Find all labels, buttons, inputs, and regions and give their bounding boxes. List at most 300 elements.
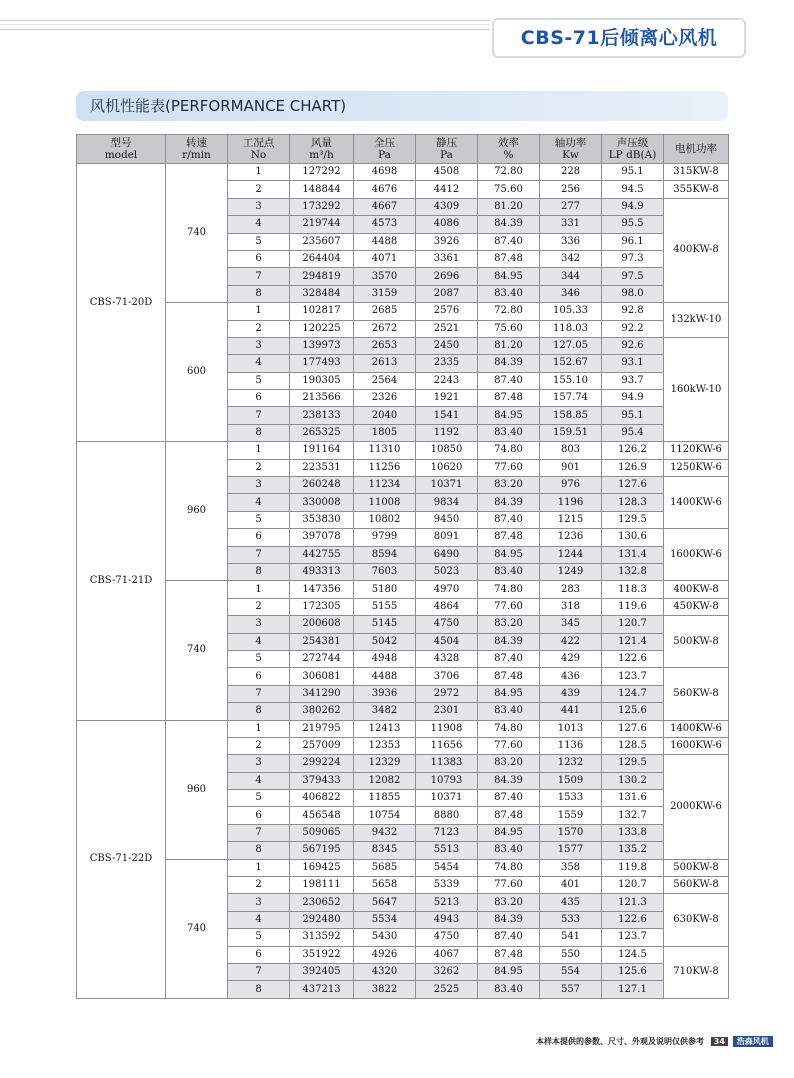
table-cell: 1570 xyxy=(540,824,602,841)
table-cell: 4750 xyxy=(416,616,478,633)
table-cell: 74.80 xyxy=(478,581,540,598)
table-cell: 4750 xyxy=(416,929,478,946)
table-cell: 4970 xyxy=(416,581,478,598)
table-cell: 95.4 xyxy=(602,424,664,441)
table-cell: 230652 xyxy=(290,894,354,911)
table-cell: 8594 xyxy=(354,546,416,563)
table-cell: 4504 xyxy=(416,633,478,650)
table-cell: 533 xyxy=(540,911,602,928)
table-cell: 3570 xyxy=(354,268,416,285)
table-cell: 6 xyxy=(228,946,290,963)
table-cell: 4 xyxy=(228,355,290,372)
table-cell: 5339 xyxy=(416,877,478,894)
table-cell: 84.39 xyxy=(478,355,540,372)
table-cell: 118.3 xyxy=(602,581,664,598)
table-cell: 358 xyxy=(540,859,602,876)
table-cell: 3361 xyxy=(416,250,478,267)
table-cell: 87.40 xyxy=(478,650,540,667)
column-header xyxy=(602,135,664,164)
brand-label: 浩森风机 xyxy=(733,1036,773,1047)
table-cell: 5430 xyxy=(354,929,416,946)
table-cell: 81.20 xyxy=(478,337,540,354)
table-cell: 3262 xyxy=(416,963,478,980)
column-header-unit: Pa xyxy=(378,149,391,161)
table-cell: 8880 xyxy=(416,807,478,824)
performance-table xyxy=(76,134,729,999)
table-cell: 3 xyxy=(228,198,290,215)
table-cell: 567195 xyxy=(290,842,354,859)
table-cell: 120225 xyxy=(290,320,354,337)
table-cell: 4 xyxy=(228,911,290,928)
table-cell: 10371 xyxy=(416,477,478,494)
table-cell: 84.39 xyxy=(478,216,540,233)
table-cell: 4086 xyxy=(416,216,478,233)
table-cell: 200608 xyxy=(290,616,354,633)
table-cell: 84.95 xyxy=(478,407,540,424)
table-cell: 2521 xyxy=(416,320,478,337)
column-header xyxy=(540,135,602,164)
table-cell: 83.40 xyxy=(478,285,540,302)
table-cell: 8 xyxy=(228,842,290,859)
table-row xyxy=(77,164,729,181)
table-cell: 87.48 xyxy=(478,529,540,546)
table-cell: 87.40 xyxy=(478,511,540,528)
column-header xyxy=(290,135,354,164)
table-cell: 7 xyxy=(228,407,290,424)
table-cell: 1196 xyxy=(540,494,602,511)
table-cell: 118.03 xyxy=(540,320,602,337)
table-cell: 130.6 xyxy=(602,529,664,546)
table-cell: 4573 xyxy=(354,216,416,233)
table-cell: 6490 xyxy=(416,546,478,563)
table-cell: 94.5 xyxy=(602,181,664,198)
table-cell: 4 xyxy=(228,494,290,511)
motor-power-cell: 630KW-8 xyxy=(664,894,729,946)
table-cell: 3936 xyxy=(354,685,416,702)
table-cell: 8 xyxy=(228,424,290,441)
table-cell: 9799 xyxy=(354,529,416,546)
table-cell: 120.7 xyxy=(602,616,664,633)
table-cell: 122.6 xyxy=(602,650,664,667)
table-cell: 96.1 xyxy=(602,233,664,250)
motor-power-cell: 560KW-8 xyxy=(664,877,729,894)
table-cell: 344 xyxy=(540,268,602,285)
table-cell: 87.40 xyxy=(478,233,540,250)
table-cell: 2 xyxy=(228,598,290,615)
table-cell: 5155 xyxy=(354,598,416,615)
header-rule xyxy=(0,20,490,30)
table-row xyxy=(77,859,729,876)
table-cell: 12413 xyxy=(354,720,416,737)
table-cell: 299224 xyxy=(290,755,354,772)
table-cell: 87.48 xyxy=(478,946,540,963)
table-cell: 177493 xyxy=(290,355,354,372)
table-cell: 272744 xyxy=(290,650,354,667)
table-cell: 6 xyxy=(228,807,290,824)
table-cell: 124.7 xyxy=(602,685,664,702)
table-cell: 283 xyxy=(540,581,602,598)
table-cell: 84.39 xyxy=(478,772,540,789)
column-header-title: 电机功率 xyxy=(675,143,717,155)
table-cell: 10754 xyxy=(354,807,416,824)
table-cell: 330008 xyxy=(290,494,354,511)
table-cell: 3 xyxy=(228,616,290,633)
table-cell: 6 xyxy=(228,529,290,546)
table-cell: 8 xyxy=(228,285,290,302)
column-header-unit: r/min xyxy=(182,149,211,161)
table-cell: 97.3 xyxy=(602,250,664,267)
table-cell: 442755 xyxy=(290,546,354,563)
table-cell: 5 xyxy=(228,372,290,389)
table-cell: 4412 xyxy=(416,181,478,198)
table-cell: 4309 xyxy=(416,198,478,215)
motor-power-cell: 1120KW-6 xyxy=(664,442,729,459)
table-cell: 87.40 xyxy=(478,790,540,807)
table-row xyxy=(77,720,729,737)
motor-power-cell: 710KW-8 xyxy=(664,946,729,998)
table-cell: 265325 xyxy=(290,424,354,441)
table-cell: 219744 xyxy=(290,216,354,233)
table-cell: 5685 xyxy=(354,859,416,876)
table-cell: 9834 xyxy=(416,494,478,511)
table-cell: 172305 xyxy=(290,598,354,615)
column-header-title: 工况点 xyxy=(242,137,275,149)
column-header-title: 转速 xyxy=(186,137,207,149)
table-cell: 379433 xyxy=(290,772,354,789)
table-cell: 219795 xyxy=(290,720,354,737)
column-header xyxy=(478,135,540,164)
table-cell: 158.85 xyxy=(540,407,602,424)
table-cell: 2 xyxy=(228,737,290,754)
column-header-title: 效率 xyxy=(498,137,519,149)
table-cell: 554 xyxy=(540,963,602,980)
table-cell: 10620 xyxy=(416,459,478,476)
table-cell: 3 xyxy=(228,894,290,911)
table-cell: 84.95 xyxy=(478,963,540,980)
table-cell: 437213 xyxy=(290,981,354,998)
table-cell: 5 xyxy=(228,511,290,528)
table-cell: 83.40 xyxy=(478,563,540,580)
table-cell: 1192 xyxy=(416,424,478,441)
column-header-title: 轴功率 xyxy=(554,137,587,149)
table-cell: 223531 xyxy=(290,459,354,476)
table-cell: 74.80 xyxy=(478,442,540,459)
table-cell: 4667 xyxy=(354,198,416,215)
table-cell: 2653 xyxy=(354,337,416,354)
table-cell: 126.9 xyxy=(602,459,664,476)
table-cell: 3 xyxy=(228,755,290,772)
table-cell: 8 xyxy=(228,703,290,720)
table-cell: 9432 xyxy=(354,824,416,841)
table-cell: 94.9 xyxy=(602,390,664,407)
table-cell: 2040 xyxy=(354,407,416,424)
table-cell: 5145 xyxy=(354,616,416,633)
column-header xyxy=(166,135,228,164)
motor-power-cell: 1600KW-6 xyxy=(664,529,729,581)
motor-power-cell: 160kW-10 xyxy=(664,337,729,441)
table-cell: 87.48 xyxy=(478,250,540,267)
table-cell: 4 xyxy=(228,216,290,233)
table-cell: 2450 xyxy=(416,337,478,354)
table-cell: 1244 xyxy=(540,546,602,563)
table-cell: 2243 xyxy=(416,372,478,389)
table-cell: 294819 xyxy=(290,268,354,285)
speed-cell: 600 xyxy=(166,303,228,442)
table-cell: 125.6 xyxy=(602,703,664,720)
table-cell: 11855 xyxy=(354,790,416,807)
table-cell: 173292 xyxy=(290,198,354,215)
table-cell: 6 xyxy=(228,668,290,685)
table-cell: 2576 xyxy=(416,303,478,320)
table-cell: 10793 xyxy=(416,772,478,789)
motor-power-cell: 1400KW-6 xyxy=(664,720,729,737)
table-cell: 238133 xyxy=(290,407,354,424)
table-cell: 159.51 xyxy=(540,424,602,441)
table-cell: 5 xyxy=(228,929,290,946)
column-header-title: 静压 xyxy=(436,137,457,149)
table-cell: 429 xyxy=(540,650,602,667)
table-cell: 152.67 xyxy=(540,355,602,372)
table-cell: 129.5 xyxy=(602,511,664,528)
table-cell: 2301 xyxy=(416,703,478,720)
table-cell: 127.1 xyxy=(602,981,664,998)
table-cell: 3 xyxy=(228,477,290,494)
table-cell: 121.4 xyxy=(602,633,664,650)
table-cell: 2525 xyxy=(416,981,478,998)
table-cell: 157.74 xyxy=(540,390,602,407)
table-cell: 328484 xyxy=(290,285,354,302)
column-header xyxy=(354,135,416,164)
table-cell: 127.05 xyxy=(540,337,602,354)
table-cell: 83.20 xyxy=(478,894,540,911)
table-cell: 1236 xyxy=(540,529,602,546)
table-cell: 8 xyxy=(228,981,290,998)
table-cell: 92.6 xyxy=(602,337,664,354)
table-cell: 7 xyxy=(228,963,290,980)
table-cell: 436 xyxy=(540,668,602,685)
table-cell: 95.1 xyxy=(602,164,664,181)
table-cell: 139973 xyxy=(290,337,354,354)
table-cell: 5454 xyxy=(416,859,478,876)
page-number: 34 xyxy=(711,1037,728,1046)
table-cell: 77.60 xyxy=(478,598,540,615)
table-cell: 1533 xyxy=(540,790,602,807)
table-cell: 5 xyxy=(228,650,290,667)
table-cell: 11008 xyxy=(354,494,416,511)
table-cell: 4926 xyxy=(354,946,416,963)
table-cell: 12329 xyxy=(354,755,416,772)
table-cell: 2087 xyxy=(416,285,478,302)
model-cell: CBS-71-22D xyxy=(77,720,166,998)
table-cell: 6 xyxy=(228,250,290,267)
table-cell: 1 xyxy=(228,442,290,459)
table-cell: 2 xyxy=(228,320,290,337)
table-cell: 1249 xyxy=(540,563,602,580)
table-cell: 1 xyxy=(228,720,290,737)
table-cell: 87.48 xyxy=(478,390,540,407)
table-cell: 4320 xyxy=(354,963,416,980)
table-cell: 11656 xyxy=(416,737,478,754)
table-cell: 1215 xyxy=(540,511,602,528)
table-cell: 148844 xyxy=(290,181,354,198)
table-cell: 8091 xyxy=(416,529,478,546)
table-cell: 77.60 xyxy=(478,877,540,894)
table-cell: 1559 xyxy=(540,807,602,824)
table-cell: 10850 xyxy=(416,442,478,459)
column-header-title: 声压级 xyxy=(616,137,649,149)
table-cell: 4067 xyxy=(416,946,478,963)
model-cell: CBS-71-21D xyxy=(77,442,166,720)
table-cell: 4508 xyxy=(416,164,478,181)
table-cell: 155.10 xyxy=(540,372,602,389)
table-cell: 7 xyxy=(228,268,290,285)
table-cell: 5513 xyxy=(416,842,478,859)
speed-cell: 960 xyxy=(166,720,228,859)
table-cell: 130.2 xyxy=(602,772,664,789)
table-cell: 84.95 xyxy=(478,546,540,563)
table-cell: 2 xyxy=(228,877,290,894)
table-row xyxy=(77,581,729,598)
table-cell: 2972 xyxy=(416,685,478,702)
table-cell: 83.20 xyxy=(478,616,540,633)
table-cell: 133.8 xyxy=(602,824,664,841)
table-cell: 976 xyxy=(540,477,602,494)
table-cell: 10371 xyxy=(416,790,478,807)
table-cell: 7 xyxy=(228,546,290,563)
table-cell: 87.40 xyxy=(478,372,540,389)
table-cell: 5023 xyxy=(416,563,478,580)
motor-power-cell: 1600KW-6 xyxy=(664,737,729,754)
table-cell: 92.2 xyxy=(602,320,664,337)
table-cell: 102817 xyxy=(290,303,354,320)
table-cell: 84.39 xyxy=(478,633,540,650)
table-cell: 11383 xyxy=(416,755,478,772)
table-cell: 1805 xyxy=(354,424,416,441)
table-cell: 119.8 xyxy=(602,859,664,876)
table-cell: 84.95 xyxy=(478,268,540,285)
table-cell: 1 xyxy=(228,164,290,181)
table-cell: 124.5 xyxy=(602,946,664,963)
table-cell: 557 xyxy=(540,981,602,998)
table-cell: 345 xyxy=(540,616,602,633)
column-header-unit: model xyxy=(104,149,138,161)
motor-power-cell: 400KW-8 xyxy=(664,581,729,598)
table-cell: 77.60 xyxy=(478,459,540,476)
page-title: CBS-71后倾离心风机 xyxy=(492,18,746,58)
table-cell: 256 xyxy=(540,181,602,198)
speed-cell: 960 xyxy=(166,442,228,581)
table-cell: 342 xyxy=(540,250,602,267)
table-cell: 126.2 xyxy=(602,442,664,459)
table-cell: 5042 xyxy=(354,633,416,650)
table-cell: 4698 xyxy=(354,164,416,181)
table-cell: 7 xyxy=(228,824,290,841)
table-cell: 190305 xyxy=(290,372,354,389)
table-cell: 9450 xyxy=(416,511,478,528)
table-cell: 313592 xyxy=(290,929,354,946)
table-cell: 260248 xyxy=(290,477,354,494)
table-cell: 351922 xyxy=(290,946,354,963)
table-cell: 3926 xyxy=(416,233,478,250)
column-header xyxy=(77,135,166,164)
table-cell: 12082 xyxy=(354,772,416,789)
table-cell: 3706 xyxy=(416,668,478,685)
table-cell: 550 xyxy=(540,946,602,963)
table-cell: 84.39 xyxy=(478,911,540,928)
table-cell: 121.3 xyxy=(602,894,664,911)
table-cell: 93.7 xyxy=(602,372,664,389)
table-cell: 11256 xyxy=(354,459,416,476)
table-cell: 94.9 xyxy=(602,198,664,215)
table-cell: 228 xyxy=(540,164,602,181)
table-cell: 213566 xyxy=(290,390,354,407)
table-cell: 441 xyxy=(540,703,602,720)
table-cell: 292480 xyxy=(290,911,354,928)
table-cell: 135.2 xyxy=(602,842,664,859)
table-cell: 83.40 xyxy=(478,981,540,998)
table-cell: 92.8 xyxy=(602,303,664,320)
table-cell: 5658 xyxy=(354,877,416,894)
table-cell: 2672 xyxy=(354,320,416,337)
table-cell: 132.7 xyxy=(602,807,664,824)
table-cell: 119.6 xyxy=(602,598,664,615)
table-cell: 75.60 xyxy=(478,320,540,337)
table-cell: 1136 xyxy=(540,737,602,754)
table-cell: 95.5 xyxy=(602,216,664,233)
section-subtitle: 风机性能表(PERFORMANCE CHART) xyxy=(76,91,728,121)
table-cell: 169425 xyxy=(290,859,354,876)
table-cell: 77.60 xyxy=(478,737,540,754)
table-cell: 95.1 xyxy=(602,407,664,424)
table-cell: 87.48 xyxy=(478,668,540,685)
table-cell: 4943 xyxy=(416,911,478,928)
table-cell: 93.1 xyxy=(602,355,664,372)
model-cell: CBS-71-20D xyxy=(77,164,166,442)
table-cell: 439 xyxy=(540,685,602,702)
table-cell: 84.95 xyxy=(478,824,540,841)
column-header xyxy=(664,135,729,164)
table-cell: 2335 xyxy=(416,355,478,372)
table-cell: 75.60 xyxy=(478,181,540,198)
table-cell: 81.20 xyxy=(478,198,540,215)
table-cell: 97.5 xyxy=(602,268,664,285)
column-header-unit: Kw xyxy=(562,149,579,161)
table-cell: 84.95 xyxy=(478,685,540,702)
table-cell: 306081 xyxy=(290,668,354,685)
table-cell: 346 xyxy=(540,285,602,302)
motor-power-cell: 2000KW-6 xyxy=(664,755,729,859)
table-cell: 11908 xyxy=(416,720,478,737)
table-cell: 74.80 xyxy=(478,720,540,737)
table-cell: 2 xyxy=(228,459,290,476)
table-cell: 129.5 xyxy=(602,755,664,772)
table-cell: 422 xyxy=(540,633,602,650)
column-header-unit: Pa xyxy=(440,149,453,161)
table-cell: 1509 xyxy=(540,772,602,789)
table-cell: 6 xyxy=(228,390,290,407)
table-cell: 1232 xyxy=(540,755,602,772)
table-cell: 3159 xyxy=(354,285,416,302)
table-row xyxy=(77,442,729,459)
table-cell: 341290 xyxy=(290,685,354,702)
column-header-title: 全压 xyxy=(374,137,395,149)
speed-cell: 740 xyxy=(166,581,228,720)
table-cell: 406822 xyxy=(290,790,354,807)
table-cell: 318 xyxy=(540,598,602,615)
table-cell: 1013 xyxy=(540,720,602,737)
motor-power-cell: 560KW-8 xyxy=(664,668,729,720)
table-cell: 74.80 xyxy=(478,859,540,876)
